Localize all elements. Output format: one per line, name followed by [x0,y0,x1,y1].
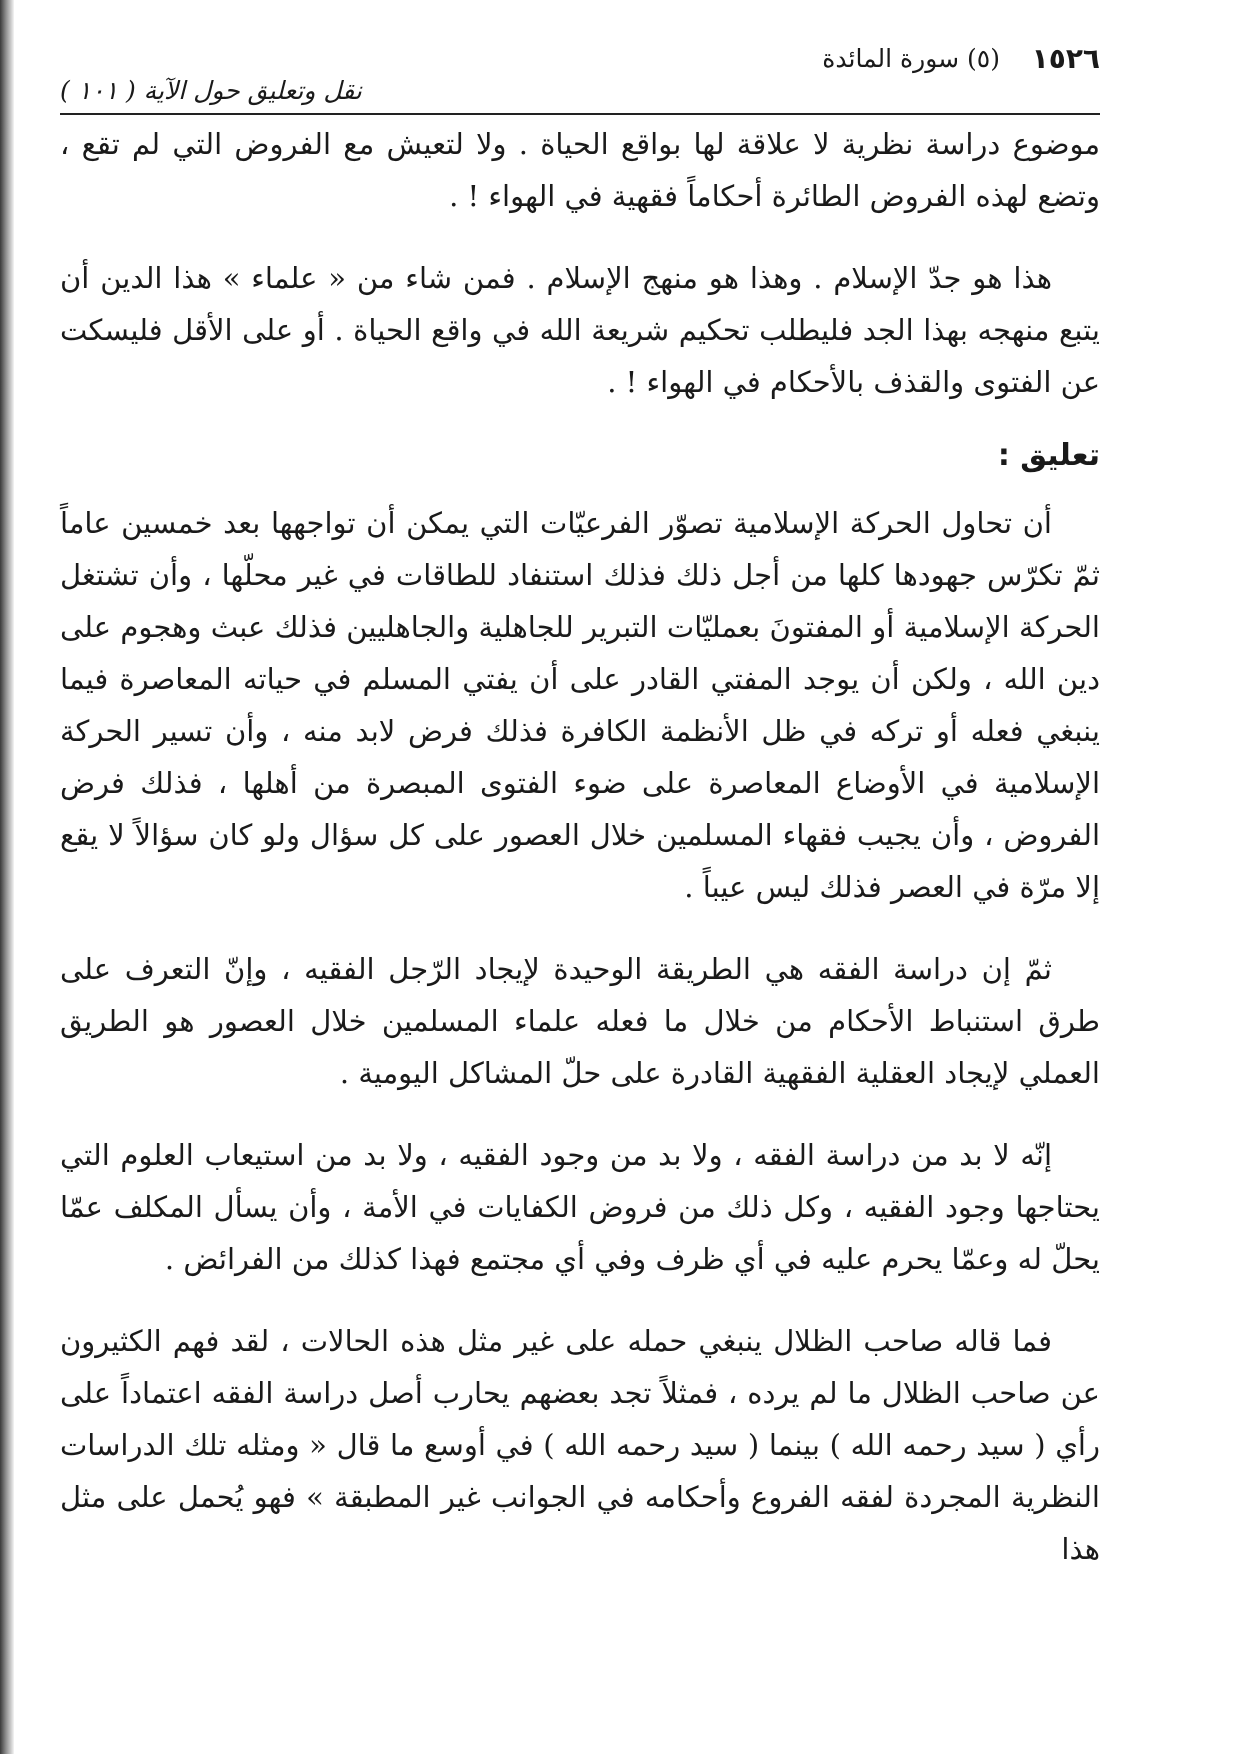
page-body [60,118,1100,1605]
page-header [60,40,1100,110]
paragraph: هذا هو جدّ الإسلام . وهذا هو منهج الإسلام . فمن شاء من « علماء » هذا الدين أن يتبع منهجه بهذا الجد فليطلب تحكيم شريعة الله في واقع الحياة . أو على الأقل فليسكت عن الفتوى والقذف بالأحكام في الهواء ! . [60,261,1100,399]
paragraph: أن تحاول الحركة الإسلامية تصوّر الفرعيّات التي يمكن أن تواجهها بعد خمسين عاماً ثمّ تكرّس جهودها كلها من أجل ذلك فذلك استنفاد للطاقات في غير محلّها ، وأن تشتغل الحركة الإسلامية أو المفتونَ بعمليّات التبرير للجاهلية والجاهليين فذلك عبث وهجوم على دين الله ، ولكن أن يوجد المفتي القادر على أن يفتي المسلم في حياته المعاصرة فيما ينبغي فعله أو تركه في ظل الأنظمة الكافرة فذلك فرض لابد منه ، وأن تسير الحركة الإسلامية في الأوضاع المعاصرة على ضوء الفتوى المبصرة من أهلها ، فذلك فرض الفروض ، وأن يجيب فقهاء المسلمين خلال العصور على كل سؤال ولو كان سؤالاً لا يقع إلا مرّة في العصر فذلك ليس عيباً . [60,506,1100,904]
paragraph: إنّه لا بد من دراسة الفقه ، ولا بد من وجود الفقيه ، ولا بد من استيعاب العلوم التي يحتاجها وجود الفقيه ، وكل ذلك من فروض الكفايات في الأمة ، وأن يسأل المكلف عمّا يحلّ له وعمّا يحرم عليه في أي ظرف وفي أي مجتمع فهذا كذلك من الفرائض . [60,1138,1100,1276]
section-topic: نقل وتعليق حول الآية ( ١٠١ ) [60,76,362,105]
surah-title: (٥) سورة المائدة [822,44,1000,73]
page-number: ١٥٢٦ [1031,42,1100,75]
paragraph: ثمّ إن دراسة الفقه هي الطريقة الوحيدة لإيجاد الرّجل الفقيه ، وإنّ التعرف على طرق استنباط الأحكام من خلال ما فعله علماء المسلمين خلال العصور هو الطريق العملي لإيجاد العقلية الفقهية القادرة على حلّ المشاكل اليومية . [60,952,1100,1090]
scan-shadow-edge [0,0,14,1754]
book-page [60,0,1100,1754]
comment-heading: تعليق : [997,438,1100,473]
paragraph: فما قاله صاحب الظلال ينبغي حمله على غير مثل هذه الحالات ، لقد فهم الكثيرون عن صاحب الظلال ما لم يرده ، فمثلاً تجد بعضهم يحارب أصل دراسة الفقه اعتماداً على رأي ( سيد رحمه الله ) بينما ( سيد رحمه الله ) في أوسع ما قال « ومثله تلك الدراسات النظرية المجردة لفقه الفروع وأحكامه في الجوانب غير المطبقة » فهو يُحمل على مثل هذا [60,1324,1100,1566]
paragraph: موضوع دراسة نظرية لا علاقة لها بواقع الحياة . ولا لتعيش مع الفروض التي لم تقع ، وتضع لهذه الفروض الطائرة أحكاماً فقهية في الهواء ! . [60,127,1100,213]
header-divider [60,113,1100,115]
